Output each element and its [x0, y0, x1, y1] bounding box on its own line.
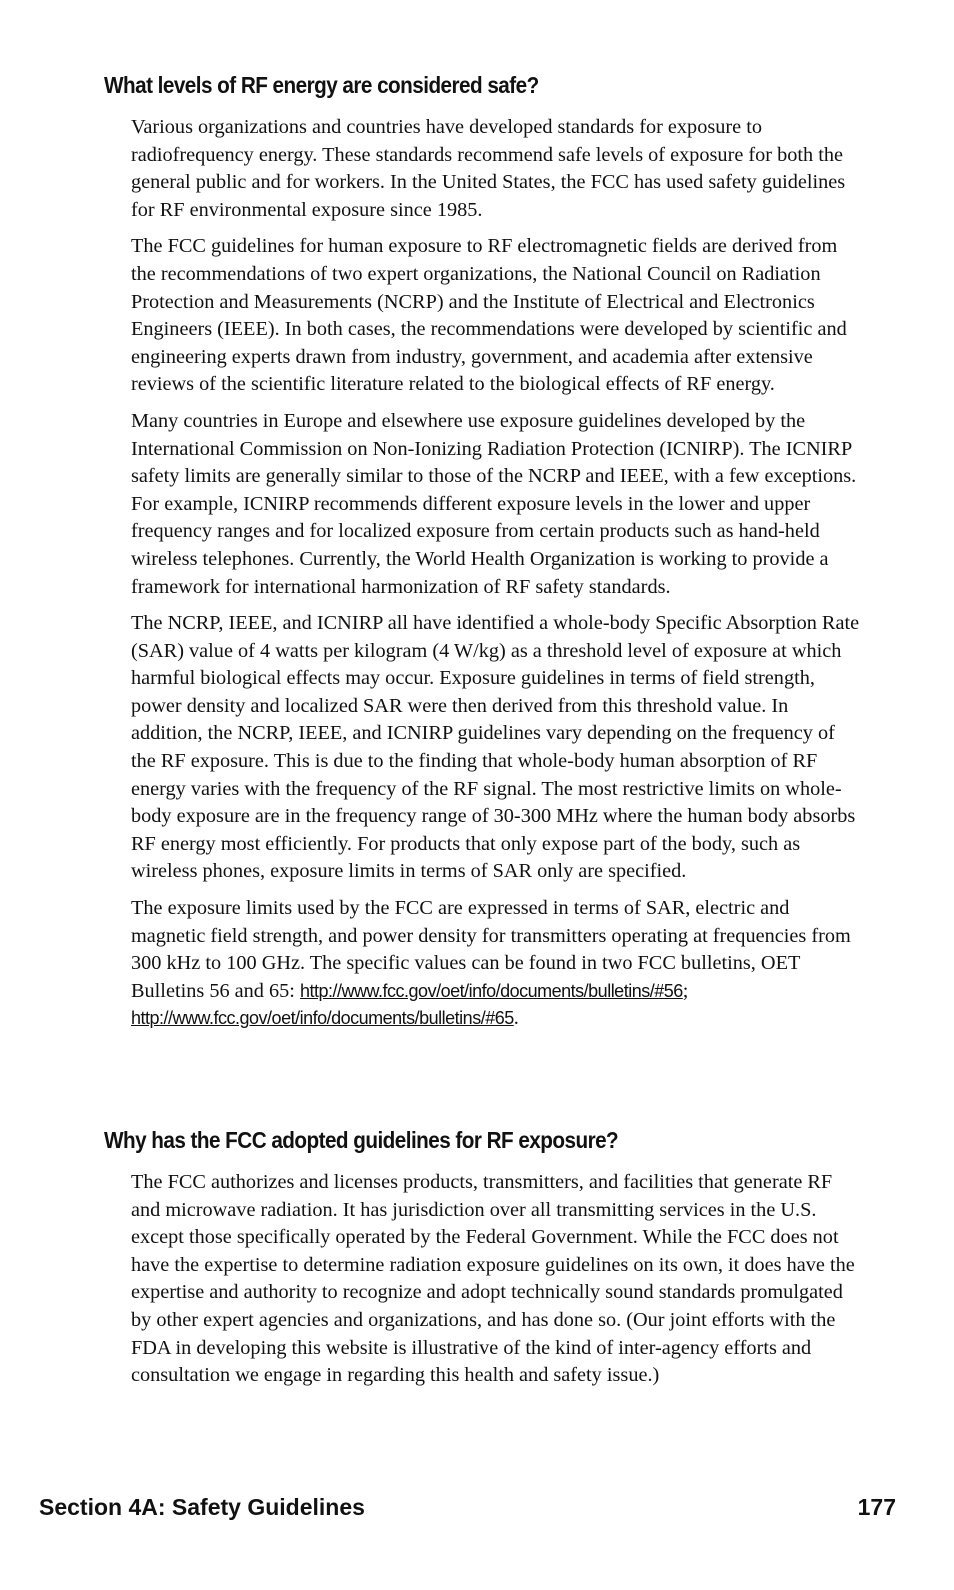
bulletin-65-link[interactable]: http://www.fcc.gov/oet/info/documents/bulletins/#65	[131, 1008, 514, 1029]
section-body-why-guidelines	[131, 1169, 863, 1399]
paragraph: Many countries in Europe and elsewhere use exposure guidelines developed by the International Commission on Non-Ionizing Radiation Protection (ICNIRP). The ICNIRP safety limits are generally similar to those of the NCRP and IEEE, with a few exceptions. For example, ICNIRP recommends different exposure levels in the lower and upper frequency ranges and for localized exposure from certain products such as hand-held wireless telephones. Currently, the World Health Organization is working to provide a framework for international harmonization of RF safety standards.	[131, 409, 857, 598]
paragraph: The NCRP, IEEE, and ICNIRP all have identified a whole-body Specific Absorption Rate (SAR) value of 4 watts per kilogram (4 W/kg) as a threshold level of exposure at which harmful biological effects may occur. Exposure guidelines in terms of field strength, power density and localized SAR were then derived from this threshold value. In addition, the NCRP, IEEE, and ICNIRP guidelines vary depending on the frequency of the RF exposure. This is due to the finding that whole-body human absorption of RF energy varies with the frequency of the RF signal. The most restrictive limits on whole-body exposure are in the frequency range of 30-300 MHz where the human body absorbs RF energy most efficiently. For products that only expose part of the body, such as wireless phones, exposure limits in terms of SAR only are specified.	[131, 612, 860, 883]
paragraph: Various organizations and countries have developed standards for exposure to radiofrequency energy. These standards recommend safe levels of exposure for both the general public and for workers. In the United States, the FCC has used safety guidelines for RF environmental exposure since 1985.	[131, 116, 846, 221]
link-separator: ;	[682, 979, 689, 1002]
section-body-safe-levels	[131, 114, 863, 1042]
paragraph-text: The exposure limits used by the FCC are expressed in terms of SAR, electric and magnetic field strength, and power density for transmitters operating at frequencies from 300 kHz to 100 GHz. The specific values can be found in two FCC bulletins, OET Bulletins 56 and 65:	[131, 897, 851, 1002]
footer-section-title: Section 4A: Safety Guidelines	[39, 1494, 365, 1520]
page-number: 177	[857, 1494, 896, 1520]
paragraph: The FCC guidelines for human exposure to RF electromagnetic fields are derived from the recommendations of two expert organizations, the National Council on Radiation Protection and Measurements (NCRP) and the Institute of Electrical and Electronics Engineers (IEEE). In both cases, the recommendations were developed by scientific and engineering experts drawn from industry, government, and academia after extensive reviews of the scientific literature related to the biological effects of RF energy.	[131, 235, 847, 396]
paragraph-end: .	[513, 1007, 519, 1030]
section-heading-why-guidelines: Why has the FCC adopted guidelines for RF exposure?	[104, 1127, 619, 1153]
bulletin-56-link[interactable]: http://www.fcc.gov/oet/info/documents/bulletins/#56	[300, 980, 683, 1001]
section-heading-safe-levels: What levels of RF energy are considered safe?	[104, 72, 539, 98]
paragraph: The FCC authorizes and licenses products, transmitters, and facilities that generate RF and microwave radiation. It has jurisdiction over all transmitting services in the U.S. except those specifically operated by the Federal Government. While the FCC does not have the expertise to determine radiation exposure guidelines on its own, it does have the expertise and authority to recognize and adopt technically sound standards promulgated by other expert agencies and organizations, and has done so. (Our joint efforts with the FDA in developing this website is illustrative of the kind of inter-agency efforts and consultation we engage in regarding this health and safety issue.)	[131, 1171, 855, 1387]
paragraph-with-links	[131, 895, 863, 1033]
